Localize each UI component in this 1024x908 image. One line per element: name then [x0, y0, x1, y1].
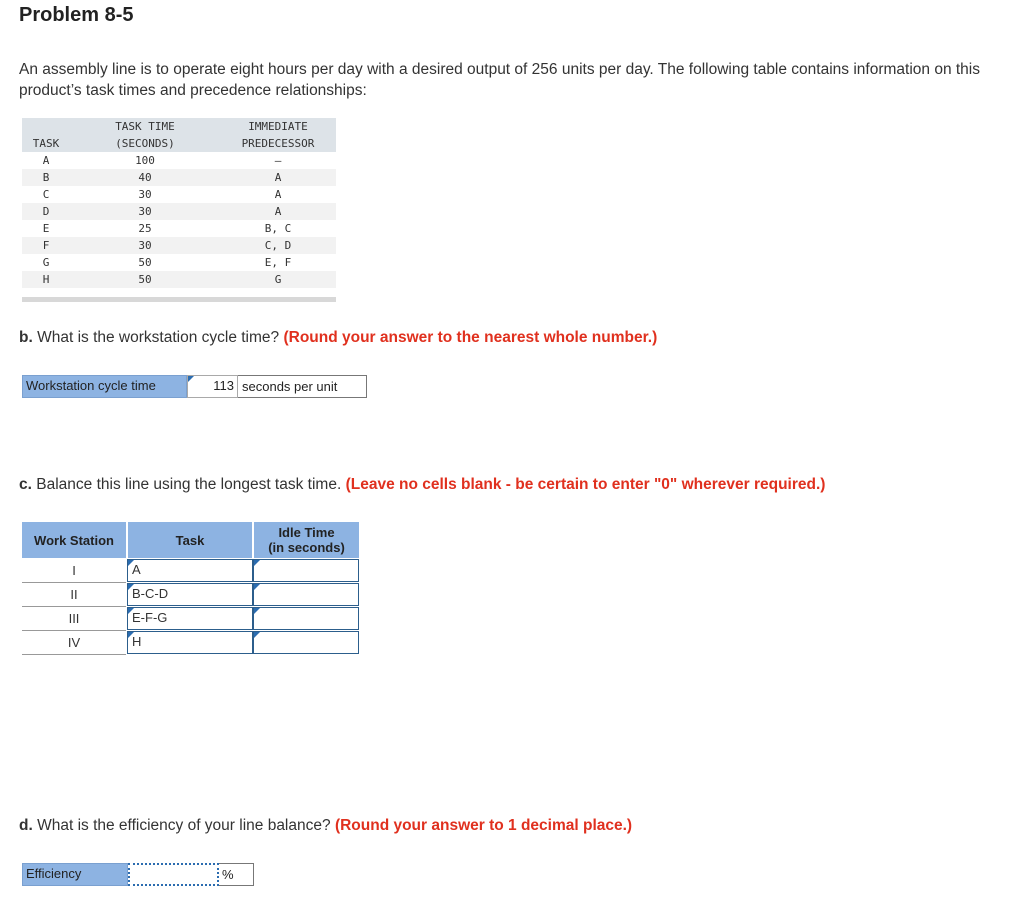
- station-cell: IV: [67, 635, 81, 650]
- pred-cell: B, C: [264, 222, 292, 235]
- task-input[interactable]: H: [127, 631, 253, 654]
- cycle-time-unit: seconds per unit: [238, 375, 367, 398]
- pred-cell: G: [220, 271, 336, 288]
- problem-intro: An assembly line is to operate eight hours per day with a desired output of 256 units per day. The following table contains information on this product’s task times and precedence relationships:: [19, 61, 980, 99]
- station-cell: III: [68, 611, 80, 626]
- time-cell: 50: [138, 256, 152, 269]
- cycle-time-label: Workstation cycle time: [22, 375, 187, 398]
- time-cell: 40: [70, 169, 220, 186]
- task-cell: G: [42, 256, 50, 269]
- input-marker-icon: [254, 560, 260, 566]
- pred-cell: —: [274, 154, 282, 167]
- table-row: [22, 254, 336, 271]
- input-marker-icon: [188, 376, 194, 382]
- task-cell: E: [42, 222, 50, 235]
- header-predecessor-2: PREDECESSOR: [220, 135, 336, 152]
- input-marker-icon: [254, 584, 260, 590]
- input-marker-icon: [128, 560, 134, 566]
- input-marker-icon: [254, 632, 260, 638]
- question-b-note: (Round your answer to the nearest whole number.): [283, 329, 658, 346]
- station-cell: I: [72, 563, 76, 578]
- table-row: [22, 186, 336, 203]
- question-d-label: d.: [19, 817, 33, 834]
- efficiency-unit: %: [219, 863, 254, 886]
- task-cell: A: [42, 154, 50, 167]
- question-c-label: c.: [19, 476, 32, 493]
- header-predecessor-1: IMMEDIATE: [220, 118, 336, 135]
- header-work-station: Work Station: [22, 522, 126, 558]
- time-cell: 30: [138, 188, 152, 201]
- idle-time-input[interactable]: [253, 607, 359, 630]
- question-b-label: b.: [19, 329, 33, 346]
- header-task-time-1: TASK TIME: [70, 118, 220, 135]
- input-marker-icon: [254, 608, 260, 614]
- task-input[interactable]: A: [127, 559, 253, 582]
- question-c: [19, 476, 825, 494]
- pred-cell: A: [274, 188, 282, 201]
- input-marker-icon: [128, 584, 134, 590]
- idle-time-input[interactable]: [253, 559, 359, 582]
- table-row: [22, 271, 336, 288]
- time-cell: 25: [138, 222, 152, 235]
- header-task-time-2: (SECONDS): [70, 135, 220, 152]
- table-row: [22, 237, 336, 254]
- header-task-label: TASK: [22, 135, 70, 152]
- pred-cell: C, D: [220, 237, 336, 254]
- task-input[interactable]: B-C-D: [127, 583, 253, 606]
- time-cell: 100: [135, 154, 155, 167]
- input-marker-icon: [128, 632, 134, 638]
- time-cell: 30: [70, 203, 220, 220]
- idle-time-input[interactable]: [253, 583, 359, 606]
- pred-cell: A: [220, 203, 336, 220]
- row-divider: [22, 654, 126, 655]
- table-bottom-rule: [22, 297, 336, 302]
- table-row: [22, 152, 336, 169]
- header-idle-time: [253, 522, 359, 558]
- pred-cell: A: [220, 169, 336, 186]
- page-title: Problem 8-5: [19, 4, 134, 26]
- idle-time-input[interactable]: [253, 631, 359, 654]
- input-marker-icon: [128, 608, 134, 614]
- table-row: [22, 220, 336, 237]
- efficiency-label: Efficiency: [22, 863, 128, 886]
- idle-header-line2: (in seconds): [268, 540, 345, 555]
- station-cell: II: [70, 587, 78, 602]
- question-b-text: What is the workstation cycle time?: [37, 329, 280, 346]
- task-table: [22, 118, 336, 288]
- task-cell: D: [22, 203, 70, 220]
- time-cell: 50: [70, 271, 220, 288]
- task-input[interactable]: E-F-G: [127, 607, 253, 630]
- table-row: [22, 203, 336, 220]
- task-cell: F: [22, 237, 70, 254]
- task-cell: H: [22, 271, 70, 288]
- task-cell: C: [42, 188, 50, 201]
- question-d: [19, 817, 632, 835]
- question-d-text: What is the efficiency of your line balance?: [37, 817, 331, 834]
- question-b: [19, 329, 657, 347]
- header-task: [22, 118, 70, 135]
- table-row: [22, 169, 336, 186]
- efficiency-input[interactable]: [128, 863, 219, 886]
- pred-cell: E, F: [264, 256, 292, 269]
- header-task: Task: [127, 522, 252, 558]
- time-cell: 30: [70, 237, 220, 254]
- idle-header-line1: Idle Time: [278, 525, 335, 540]
- question-c-note: (Leave no cells blank - be certain to enter "0" wherever required.): [345, 476, 826, 493]
- task-cell: B: [22, 169, 70, 186]
- question-d-note: (Round your answer to 1 decimal place.): [334, 817, 633, 834]
- cycle-time-input[interactable]: 113: [187, 375, 238, 398]
- question-c-text: Balance this line using the longest task time.: [36, 476, 342, 493]
